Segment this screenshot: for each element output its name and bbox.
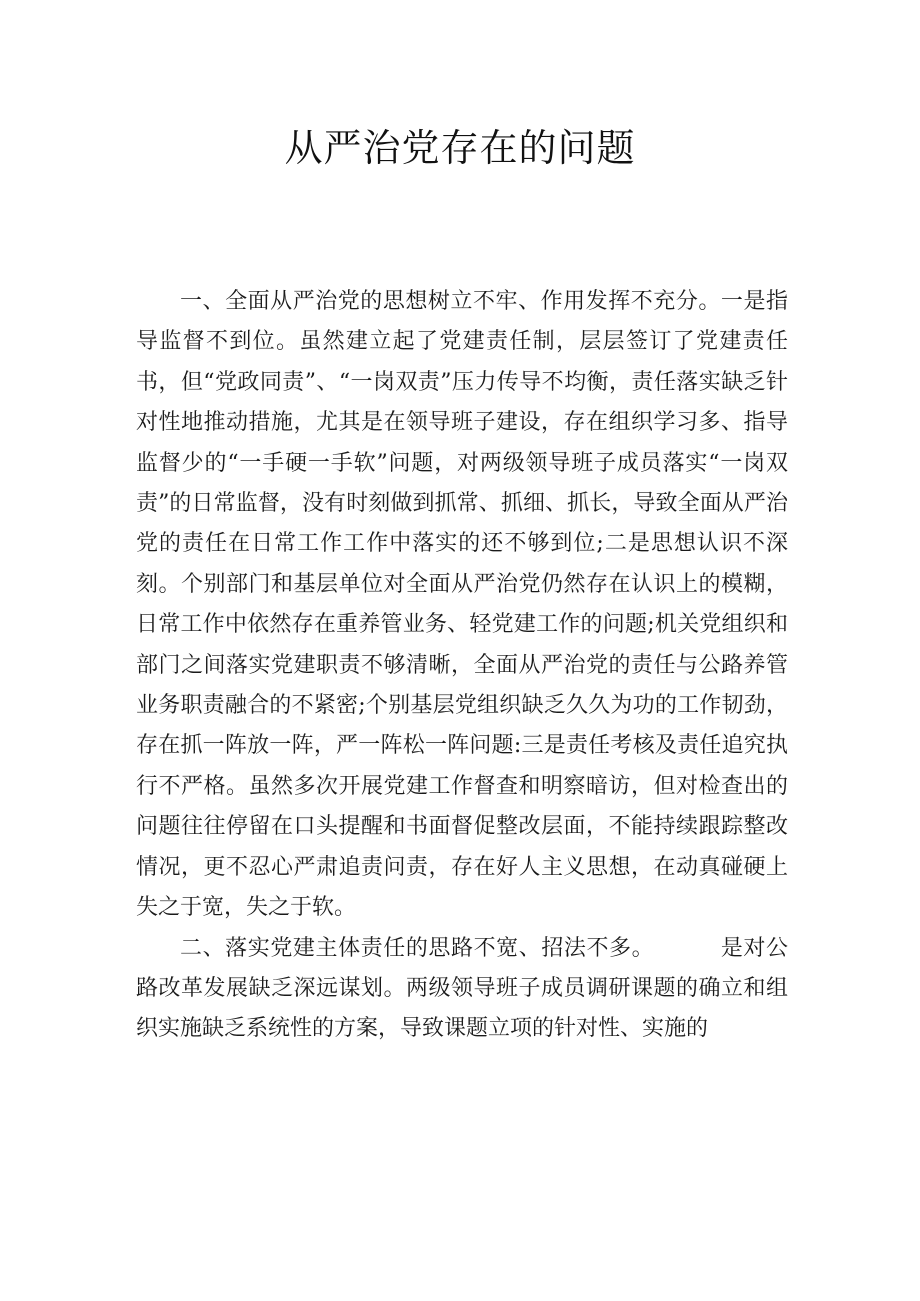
paragraph-2-lead: 二、落实党建主体责任的思路不宽、招法不多。 — [180, 935, 655, 961]
paragraph-1: 一、全面从严治党的思想树立不牢、作用发挥不充分。一是指导监督不到位。虽然建立起了党建责任制，层层签订了党建责任书，但“党政同责”、“一岗双责”压力传导不均衡，责任落实缺乏针对性地推动措施，尤其是在领导班子建设，存在组织学习多、指导监督少的“一手硬一手软”问题，对两级领导班子成员落实“一岗双责”的日常监督，没有时刻做到抓常、抓细、抓长，导致全面从严治党的责任在日常工作工作中落实的还不够到位;二是思想认识不深刻。个别部门和基层单位对全面从严治党仍然存在认识上的模糊，日常工作中依然存在重养管业务、轻党建工作的问题;机关党组织和部门之间落实党建职责不够清晰，全面从严治党的责任与公路养管业务职责融合的不紧密;个别基层党组织缺乏久久为功的工作韧劲，存在抓一阵放一阵，严一阵松一阵问题:三是责任考核及责任追究执行不严格。虽然多次开展党建工作督查和明察暗访，但对检查出的问题往往停留在口头提醒和书面督促整改层面，不能持续跟踪整改情况，更不忍心严肃追责问责，存在好人主义思想，在动真碰硬上失之于宽，失之于软。 — [136, 289, 788, 921]
paragraph-2 — [136, 929, 788, 1050]
document-body — [136, 282, 788, 1050]
paragraph-2-rest: 是对公路改革发展缺乏深远谋划。两级领导班子成员调研课题的确立和组织实施缺乏系统性的方案，导致课题立项的针对性、实施的 — [136, 935, 788, 1042]
document-title: 从严治党存在的问题 — [284, 126, 636, 170]
